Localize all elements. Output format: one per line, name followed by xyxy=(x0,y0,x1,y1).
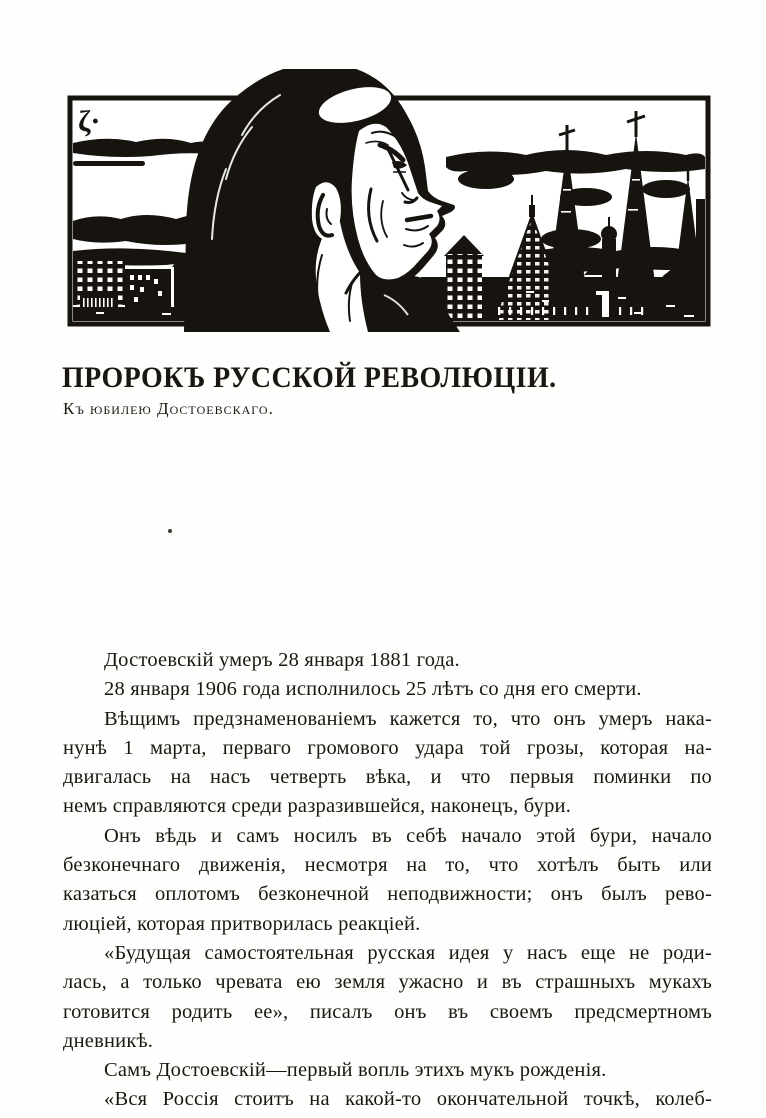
text-line: немъ справляются среди разразившейся, наконецъ, бури. xyxy=(63,795,572,818)
text-line: люціей, которая притворилась реакціей. xyxy=(63,912,421,935)
text-line: безконечнаго движенія, несмотря на то, что хотѣлъ быть или xyxy=(63,854,712,877)
body-text-block xyxy=(63,649,712,1118)
text-line: двигалась на насъ четверть вѣка, и что первыя поминки по xyxy=(63,766,712,789)
text-line: готовится родить ее», писалъ онъ въ своемъ предсмертномъ xyxy=(63,1000,712,1023)
artist-monogram-icon: ζ· xyxy=(78,105,101,138)
text-line: 28 января 1906 года исполнилось 25 лѣтъ со дня его смерти. xyxy=(104,678,642,701)
text-line: лась, а только чревата ею земля ужасно и въ страшныхъ мукахъ xyxy=(63,971,712,994)
woodcut-illustration xyxy=(66,69,712,332)
print-speck xyxy=(168,529,172,533)
text-line: дневникѣ. xyxy=(63,1029,154,1052)
text-line: казаться оплотомъ безконечной неподвижности; онъ былъ рево- xyxy=(63,883,712,906)
text-line: Онъ вѣдь и самъ носилъ въ себѣ начало этой бури, начало xyxy=(104,824,712,847)
text-line: Вѣщимъ предзнаменованіемъ кажется то, что онъ умеръ нака- xyxy=(104,707,712,730)
text-line: нунѣ 1 марта, перваго громового удара той грозы, которая на- xyxy=(63,736,712,759)
text-line: «Вся Россія стоитъ на какой-то окончательной точкѣ, колеб- xyxy=(104,1088,712,1111)
page-title: ПРОРОКЪ РУССКОЙ РЕВОЛЮЦІИ. xyxy=(62,361,557,394)
text-line: Достоевскій умеръ 28 января 1881 года. xyxy=(104,649,460,671)
page-subtitle: Къ юбилею Достоевскаго. xyxy=(63,399,274,418)
text-line: «Будущая самостоятельная русская идея у насъ еще не роди- xyxy=(104,941,712,964)
text-line: Самъ Достоевскій—первый вопль этихъ мукъ рожденія. xyxy=(104,1059,607,1082)
